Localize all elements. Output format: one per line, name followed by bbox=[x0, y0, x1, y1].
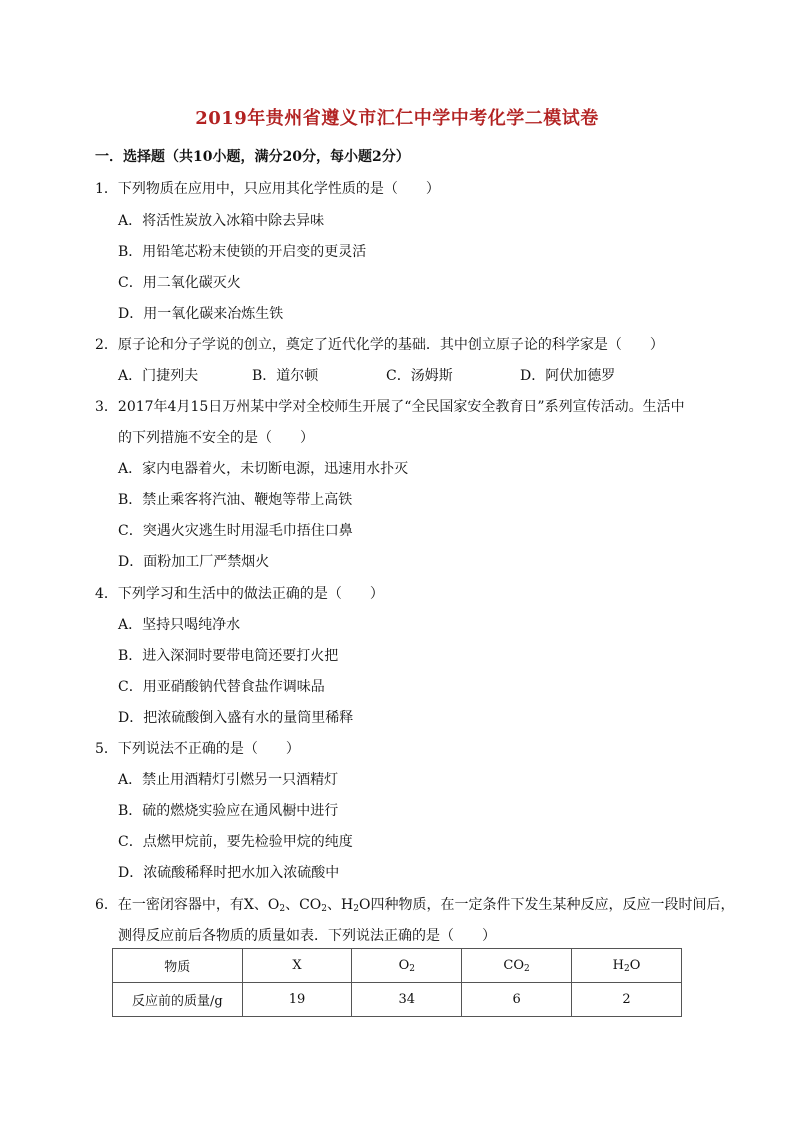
question-5-option-d: D．浓硫酸稀释时把水加入浓硫酸中 bbox=[118, 865, 340, 881]
q6-sub-o2: 2 bbox=[279, 904, 286, 914]
question-4-option-b: B．进入深洞时要带电筒还要打火把 bbox=[118, 648, 339, 664]
table-header-cell: $CO_2$ bbox=[462, 949, 572, 983]
question-4-option-a: A．坚持只喝纯净水 bbox=[118, 617, 241, 633]
table-header-row bbox=[113, 949, 682, 983]
question-3-stem-line2: 的下列措施不安全的是（ ） bbox=[118, 430, 314, 446]
question-6-stem-line1 bbox=[95, 894, 734, 914]
question-2-option-a: A．门捷列夫 bbox=[118, 368, 199, 384]
q6-text-3: 、H bbox=[327, 897, 354, 913]
table-header-cell: $O_2$ bbox=[352, 949, 462, 983]
question-1-option-a: A．将活性炭放入冰箱中除去异味 bbox=[118, 213, 325, 229]
q6-sub-co2: 2 bbox=[321, 904, 328, 914]
table-header-cell: 物质 bbox=[113, 949, 243, 983]
section-heading: 一．选择题（共10小题，满分20分，每小题2分） bbox=[95, 149, 410, 165]
question-6-stem-line2: 测得反应前后各物质的质量如表．下列说法正确的是（ ） bbox=[118, 928, 496, 944]
question-3-stem-line1: 3．2017年4月15日万州某中学对全校师生开展了“全民国家安全教育日”系列宣传活动。生活中 bbox=[95, 399, 685, 415]
question-3-option-d: D．面粉加工厂严禁烟火 bbox=[118, 554, 270, 570]
question-5-stem: 5．下列说法不正确的是（ ） bbox=[95, 741, 300, 757]
question-5-option-c: C．点燃甲烷前，要先检验甲烷的纯度 bbox=[118, 834, 353, 850]
q6-text-1: 6．在一密闭容器中，有X、O bbox=[95, 897, 280, 913]
question-5-option-b: B．硫的燃烧实验应在通风橱中进行 bbox=[118, 803, 339, 819]
q6-text-5: 四种物质，在一定条件下发生某种反应，反应一段时间后， bbox=[370, 897, 735, 913]
table-cell: 6 bbox=[462, 983, 572, 1017]
question-1-option-b: B．用铅笔芯粉末使锁的开启变的更灵活 bbox=[118, 244, 367, 260]
table-header-cell: X bbox=[242, 949, 352, 983]
table-cell: 2 bbox=[572, 983, 682, 1017]
q6-text-4: O bbox=[358, 897, 371, 913]
question-1-stem: 1．下列物质在应用中，只应用其化学性质的是（ ） bbox=[95, 181, 440, 197]
table-cell: 34 bbox=[352, 983, 462, 1017]
q6-sub-h2: 2 bbox=[353, 904, 359, 914]
question-2-option-b: B．道尔顿 bbox=[252, 368, 319, 384]
question-1-option-d: D．用一氧化碳来冶炼生铁 bbox=[118, 306, 284, 322]
question-2-option-c: C．汤姆斯 bbox=[386, 368, 453, 384]
page-title: 2019年贵州省遵义市汇仁中学中考化学二模试卷 bbox=[195, 108, 599, 129]
question-3-option-c: C．突遇火灾逃生时用湿毛巾捂住口鼻 bbox=[118, 523, 353, 539]
question-4-stem: 4．下列学习和生活中的做法正确的是（ ） bbox=[95, 586, 384, 602]
question-5-option-a: A．禁止用酒精灯引燃另一只酒精灯 bbox=[118, 772, 339, 788]
question-2-option-d: D．阿伏加德罗 bbox=[520, 368, 616, 384]
question-3-option-a: A．家内电器着火，未切断电源，迅速用水扑灭 bbox=[118, 461, 409, 477]
mass-table bbox=[112, 948, 682, 1017]
question-3-option-b: B．禁止乘客将汽油、鞭炮等带上高铁 bbox=[118, 492, 353, 508]
table-header-cell: $H_2O$ bbox=[572, 949, 682, 983]
table-row-label: 反应前的质量/g bbox=[113, 983, 243, 1017]
question-4-option-c: C．用亚硝酸钠代替食盐作调味品 bbox=[118, 679, 325, 695]
question-2-stem: 2．原子论和分子学说的创立，奠定了近代化学的基础．其中创立原子论的科学家是（ ） bbox=[95, 337, 664, 353]
question-4-option-d: D．把浓硫酸倒入盛有水的量筒里稀释 bbox=[118, 710, 354, 726]
q6-text-2: 、CO bbox=[285, 897, 322, 913]
table-row bbox=[113, 983, 682, 1017]
question-1-option-c: C．用二氧化碳灭火 bbox=[118, 275, 241, 291]
table-cell: 19 bbox=[242, 983, 352, 1017]
